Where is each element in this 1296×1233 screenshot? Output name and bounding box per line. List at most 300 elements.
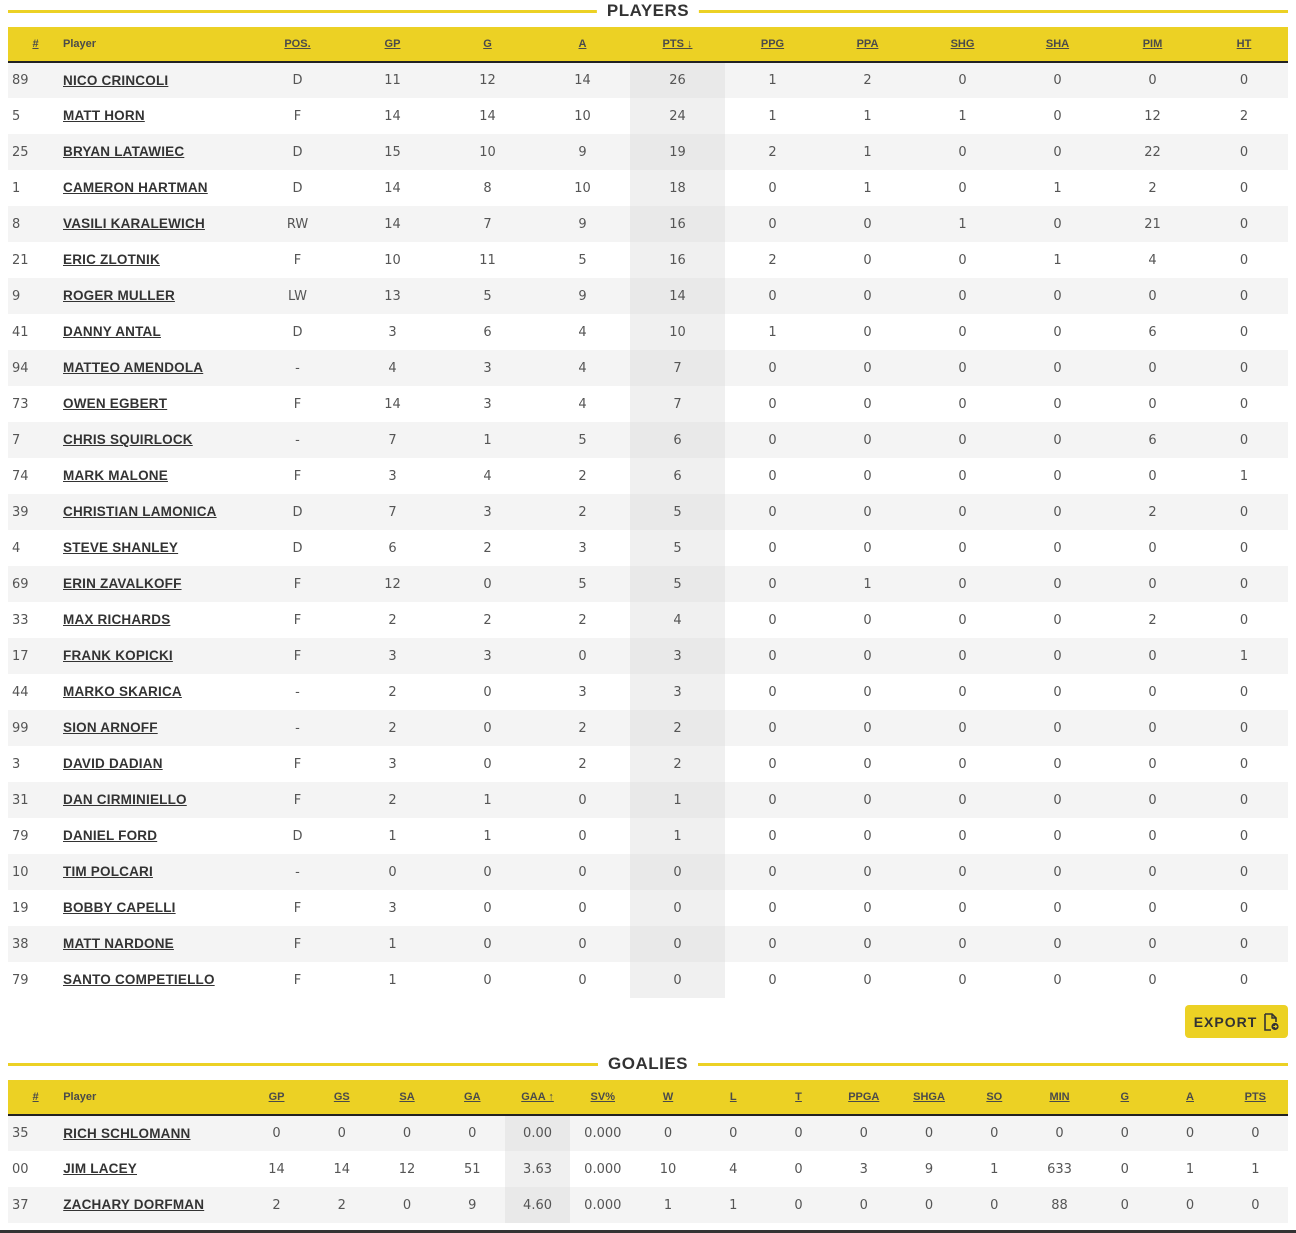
player-stat-cell: 4 [440,458,535,494]
player-stat-cell: 0 [1105,638,1200,674]
player-stat-cell: 0 [1105,530,1200,566]
player-row [8,746,1288,782]
player-stat-cell: 0 [725,278,820,314]
player-name-link[interactable]: MARK MALONE [63,468,168,483]
player-stat-cell: 2 [535,602,630,638]
goalie-name-link[interactable]: ZACHARY DORFMAN [63,1197,205,1212]
player-stat-cell: 2 [725,242,820,278]
goalies-col-w[interactable]: W [635,1080,700,1115]
goalie-stat-cell: 1 [962,1151,1027,1187]
player-stat-cell: 10 [630,314,725,350]
player-stat-cell: 0 [820,422,915,458]
player-stat-cell: 0 [1105,566,1200,602]
player-name-link[interactable]: ERIN ZAVALKOFF [63,576,182,591]
goalie-stat-cell: 9 [896,1151,961,1187]
goalie-stat-cell: 0 [1223,1115,1288,1151]
player-stat-cell: 0 [725,926,820,962]
player-name-link[interactable]: MAX RICHARDS [63,612,171,627]
player-stat-cell: 0 [1010,890,1105,926]
player-stat-cell: 1 [440,422,535,458]
goalie-stat-cell: 0 [962,1187,1027,1223]
player-stat-cell: 3 [440,386,535,422]
player-stat-cell: 6 [440,314,535,350]
goalies-col-ppga[interactable]: PPGA [831,1080,896,1115]
player-name-link[interactable]: DANNY ANTAL [63,324,161,339]
player-stat-cell: 0 [1200,602,1288,638]
goalies-col-ga[interactable]: GA [440,1080,505,1115]
goalie-row [8,1151,1288,1187]
goalie-stat-cell: 0 [374,1115,439,1151]
player-row [8,98,1288,134]
player-stat-cell: 0 [1010,638,1105,674]
player-name-link[interactable]: STEVE SHANLEY [63,540,179,555]
player-number: 33 [8,602,63,638]
player-stat-cell: 0 [820,854,915,890]
player-name-link[interactable]: CHRISTIAN LAMONICA [63,504,217,519]
player-name-link[interactable]: ERIC ZLOTNIK [63,252,160,267]
player-stat-cell: F [250,926,345,962]
player-stat-cell: - [250,710,345,746]
player-stat-cell: 2 [440,602,535,638]
player-name-cell [63,134,250,170]
player-stat-cell: 0 [915,674,1010,710]
player-row [8,350,1288,386]
player-name-cell [63,854,250,890]
player-stat-cell: 0 [1010,746,1105,782]
player-name-cell [63,926,250,962]
player-stat-cell: 2 [345,782,440,818]
player-stat-cell: 0 [915,962,1010,998]
player-stat-cell: 0 [725,818,820,854]
goalie-stat-cell: 0 [1027,1115,1092,1151]
player-stat-cell: 0 [1010,98,1105,134]
goalie-stat-cell: 0 [1157,1187,1222,1223]
player-stat-cell: 0 [1200,314,1288,350]
player-name-link[interactable]: SION ARNOFF [63,720,158,735]
player-stat-cell: 0 [1010,350,1105,386]
player-stat-cell: 10 [535,98,630,134]
player-stat-cell: 0 [725,746,820,782]
player-name-cell [63,818,250,854]
player-name-cell [63,962,250,998]
player-number: 99 [8,710,63,746]
player-stat-cell: 14 [630,278,725,314]
player-name-link[interactable]: DANIEL FORD [63,828,158,843]
player-stat-cell: 0 [820,926,915,962]
player-number: 21 [8,242,63,278]
player-row [8,638,1288,674]
player-stat-cell: 4 [535,386,630,422]
player-stat-cell: 11 [345,62,440,98]
player-stat-cell: 0 [725,350,820,386]
goalie-stat-cell: 0.000 [570,1187,635,1223]
player-stat-cell: 1 [630,818,725,854]
player-stat-cell: 0 [1200,566,1288,602]
player-stat-cell: 0 [440,890,535,926]
player-stat-cell: 2 [820,62,915,98]
goalies-col-min[interactable]: MIN [1027,1080,1092,1115]
player-stat-cell: 6 [1105,422,1200,458]
player-stat-cell: 0 [915,458,1010,494]
player-number: 41 [8,314,63,350]
player-stat-cell: 1 [820,566,915,602]
player-stat-cell: 5 [535,242,630,278]
player-stat-cell: 2 [725,134,820,170]
player-stat-cell: 0 [1105,926,1200,962]
player-stat-cell: 0 [820,458,915,494]
player-name-link[interactable]: VASILI KARALEWICH [63,216,205,231]
player-stat-cell: 0 [820,314,915,350]
player-number: 3 [8,746,63,782]
player-stat-cell: 26 [630,62,725,98]
player-stat-cell: 1 [820,134,915,170]
player-stat-cell: 5 [440,278,535,314]
player-stat-cell: F [250,890,345,926]
player-stat-cell: 0 [1010,602,1105,638]
player-stat-cell: 0 [1200,278,1288,314]
player-stat-cell: 0 [820,350,915,386]
player-stat-cell: 0 [1200,926,1288,962]
export-file-icon [1263,1013,1279,1031]
player-number: 4 [8,530,63,566]
player-stat-cell: 22 [1105,134,1200,170]
goalie-stat-cell: 0 [766,1151,831,1187]
players-col-pts[interactable]: PTS ↓ [630,27,725,62]
goalies-col-g[interactable]: G [1092,1080,1157,1115]
player-stat-cell: 0 [630,890,725,926]
goalie-name-cell [63,1151,244,1187]
player-stat-cell: 0 [725,422,820,458]
player-stat-cell: 0 [820,674,915,710]
player-stat-cell: 9 [535,206,630,242]
player-stat-cell: 0 [440,926,535,962]
goalie-stat-cell: 2 [309,1187,374,1223]
player-name-link[interactable]: BOBBY CAPELLI [63,900,176,915]
player-stat-cell: 0 [915,890,1010,926]
player-stat-cell: 0 [725,494,820,530]
goalies-col-so[interactable]: SO [962,1080,1027,1115]
goalies-col-player[interactable]: Player [63,1080,244,1115]
player-name-link[interactable]: DAVID DADIAN [63,756,163,771]
player-stat-cell: 0 [1010,818,1105,854]
player-stat-cell: D [250,530,345,566]
player-stat-cell: 0 [1010,62,1105,98]
player-number: 7 [8,422,63,458]
player-stat-cell: 0 [1200,962,1288,998]
player-stat-cell: 14 [345,170,440,206]
player-name-link[interactable]: DAN CIRMINIELLO [63,792,187,807]
player-name-link[interactable]: ROGER MULLER [63,288,175,303]
player-stat-cell: D [250,134,345,170]
goalie-stat-cell: 1 [1223,1151,1288,1187]
player-stat-cell: 0 [1200,854,1288,890]
player-stat-cell: 0 [915,854,1010,890]
goalie-stat-cell: 51 [440,1151,505,1187]
player-name-cell [63,206,250,242]
goalie-name-link[interactable]: RICH SCHLOMANN [63,1125,191,1141]
goalie-stat-cell: 633 [1027,1151,1092,1187]
player-name-link[interactable]: BRYAN LATAWIEC [63,144,185,159]
goalies-col-l[interactable]: L [701,1080,766,1115]
player-stat-cell: 0 [915,242,1010,278]
player-stat-cell: 9 [535,134,630,170]
player-name-link[interactable]: MATT HORN [63,108,145,123]
goalies-col-sa[interactable]: SA [374,1080,439,1115]
goalies-col-pts[interactable]: PTS [1223,1080,1288,1115]
player-stat-cell: F [250,602,345,638]
player-stat-cell: 10 [535,170,630,206]
player-stat-cell: 0 [440,962,535,998]
players-header-row [8,27,1288,62]
players-col-sha[interactable]: SHA [1010,27,1105,62]
player-name-link[interactable]: MARKO SKARICA [63,684,182,699]
player-stat-cell: 14 [535,62,630,98]
player-name-cell [63,278,250,314]
player-stat-cell: 10 [345,242,440,278]
player-row [8,602,1288,638]
player-stat-cell: 7 [345,494,440,530]
player-name-link[interactable]: MATT NARDONE [63,936,174,951]
goalie-row [8,1115,1288,1151]
player-name-link[interactable]: SANTO COMPETIELLO [63,972,215,987]
player-stat-cell: 0 [1200,818,1288,854]
goalies-col-gs[interactable]: GS [309,1080,374,1115]
players-col-ppg[interactable]: PPG [725,27,820,62]
goalies-col-number[interactable]: # [8,1080,63,1115]
player-stat-cell: D [250,62,345,98]
player-stat-cell: 2 [1105,170,1200,206]
player-stat-cell: 0 [1105,62,1200,98]
player-stat-cell: 0 [1105,818,1200,854]
player-stat-cell: 14 [345,98,440,134]
player-stat-cell: 15 [345,134,440,170]
players-col-player[interactable]: Player [63,27,250,62]
player-stat-cell: 0 [535,782,630,818]
player-stat-cell: 0 [820,242,915,278]
player-name-link[interactable]: MATTEO AMENDOLA [63,360,204,375]
goalies-col-gaa[interactable]: GAA ↑ [505,1080,570,1115]
player-stat-cell: 0 [915,494,1010,530]
player-stat-cell: 2 [1105,602,1200,638]
goalie-stat-cell: 0 [244,1115,309,1151]
player-row [8,278,1288,314]
goalie-stat-cell: 0 [440,1115,505,1151]
player-row [8,494,1288,530]
player-stat-cell: 2 [345,710,440,746]
player-name-link[interactable]: NICO CRINCOLI [63,72,169,88]
player-stat-cell: 0 [1200,890,1288,926]
players-col-g[interactable]: G [440,27,535,62]
player-stat-cell: 2 [345,602,440,638]
player-row [8,170,1288,206]
goalie-stat-cell: 0 [1092,1187,1157,1223]
player-stat-cell: 0 [1105,458,1200,494]
player-stat-cell: F [250,386,345,422]
player-name-cell [63,350,250,386]
player-stat-cell: 0 [1010,134,1105,170]
goalies-col-gp[interactable]: GP [244,1080,309,1115]
player-number: 25 [8,134,63,170]
player-stat-cell: 0 [915,818,1010,854]
player-stat-cell: 1 [820,170,915,206]
player-stat-cell: 0 [915,62,1010,98]
player-stat-cell: 0 [345,854,440,890]
player-name-link[interactable]: FRANK KOPICKI [63,648,173,663]
player-stat-cell: 0 [725,530,820,566]
player-stat-cell: 1 [820,98,915,134]
player-name-link[interactable]: OWEN EGBERT [63,396,168,411]
goalies-col-shga[interactable]: SHGA [896,1080,961,1115]
player-number: 38 [8,926,63,962]
player-row [8,242,1288,278]
goalies-col-a[interactable]: A [1157,1080,1222,1115]
player-stat-cell: 12 [1105,98,1200,134]
player-stat-cell: 0 [1200,530,1288,566]
goalies-col-t[interactable]: T [766,1080,831,1115]
player-stat-cell: 0 [535,890,630,926]
goalie-name-link[interactable]: JIM LACEY [63,1161,138,1176]
player-stat-cell: 0 [915,170,1010,206]
goalie-stat-cell: 88 [1027,1187,1092,1223]
player-number: 9 [8,278,63,314]
player-stat-cell: 3 [440,494,535,530]
player-stat-cell: 0 [1010,926,1105,962]
player-stat-cell: 4 [630,602,725,638]
player-stat-cell: 1 [1200,638,1288,674]
player-stat-cell: 0 [725,206,820,242]
player-stat-cell: 0 [1200,746,1288,782]
player-stat-cell: 3 [345,746,440,782]
export-button[interactable] [1185,1005,1288,1038]
players-col-ht[interactable]: HT [1200,27,1288,62]
player-name-link[interactable]: CHRIS SQUIRLOCK [63,432,193,447]
goalie-stat-cell: 0 [766,1115,831,1151]
player-stat-cell: 0 [820,782,915,818]
player-stat-cell: 7 [630,350,725,386]
player-row [8,134,1288,170]
player-row [8,890,1288,926]
player-stat-cell: 11 [440,242,535,278]
goalies-section-title [8,1053,1288,1075]
player-number: 89 [8,62,63,98]
player-stat-cell: 6 [630,422,725,458]
player-stat-cell: 0 [1105,854,1200,890]
player-stat-cell: 0 [1105,278,1200,314]
goalie-stat-cell: 14 [309,1151,374,1187]
player-number: 31 [8,782,63,818]
goalie-stat-cell: 0 [831,1115,896,1151]
goalies-table [8,1080,1288,1223]
goalie-stat-cell: 14 [244,1151,309,1187]
player-stat-cell: 0 [1200,350,1288,386]
player-stat-cell: 13 [345,278,440,314]
player-name-cell [63,566,250,602]
goalie-stat-cell: 0.000 [570,1151,635,1187]
players-col-gp[interactable]: GP [345,27,440,62]
player-stat-cell: F [250,98,345,134]
player-row [8,458,1288,494]
goalie-stat-cell: 9 [440,1187,505,1223]
players-col-shg[interactable]: SHG [915,27,1010,62]
export-label: EXPORT [1193,1013,1258,1030]
player-stat-cell: 1 [345,962,440,998]
player-stat-cell: 1 [1010,242,1105,278]
player-stat-cell: 0 [1010,530,1105,566]
player-name-cell [63,638,250,674]
goalie-stat-cell: 0.000 [570,1115,635,1151]
player-stat-cell: 2 [535,710,630,746]
player-row [8,314,1288,350]
goalie-stat-cell: 0 [1092,1115,1157,1151]
players-col-number[interactable]: # [8,27,63,62]
player-stat-cell: 0 [915,530,1010,566]
player-name-cell [63,602,250,638]
player-number: 94 [8,350,63,386]
player-stat-cell: 2 [630,710,725,746]
players-title: PLAYERS [597,0,699,22]
player-stat-cell: F [250,242,345,278]
player-stat-cell: 0 [915,638,1010,674]
goalies-col-svpct[interactable]: SV% [570,1080,635,1115]
player-stat-cell: 0 [1200,242,1288,278]
player-stat-cell: 0 [820,962,915,998]
players-col-pim[interactable]: PIM [1105,27,1200,62]
player-stat-cell: 1 [440,818,535,854]
player-stat-cell: 1 [1010,170,1105,206]
player-stat-cell: 0 [725,890,820,926]
player-stat-cell: D [250,314,345,350]
player-name-link[interactable]: CAMERON HARTMAN [63,180,208,195]
goalie-number: 37 [8,1187,63,1223]
player-name-link[interactable]: TIM POLCARI [63,864,153,879]
player-number: 73 [8,386,63,422]
players-col-pos[interactable]: POS. [250,27,345,62]
goalie-stat-cell: 3.63 [505,1151,570,1187]
goalie-stat-cell: 0 [701,1115,766,1151]
player-stat-cell: 0 [1105,746,1200,782]
player-stat-cell: - [250,854,345,890]
goalie-row [8,1187,1288,1223]
player-stat-cell: 0 [630,926,725,962]
goalie-number: 00 [8,1151,63,1187]
player-stat-cell: F [250,638,345,674]
player-stat-cell: 1 [345,926,440,962]
player-stat-cell: 0 [915,566,1010,602]
player-stat-cell: 0 [820,638,915,674]
player-stat-cell: 1 [440,782,535,818]
player-stat-cell: 3 [345,314,440,350]
player-stat-cell: 10 [440,134,535,170]
goalie-stat-cell: 0 [962,1115,1027,1151]
players-col-a[interactable]: A [535,27,630,62]
player-stat-cell: 3 [345,458,440,494]
player-stat-cell: 0 [535,854,630,890]
player-stat-cell: 0 [820,278,915,314]
player-number: 79 [8,818,63,854]
player-stat-cell: 0 [1010,494,1105,530]
player-stat-cell: 0 [915,134,1010,170]
players-col-ppa[interactable]: PPA [820,27,915,62]
player-stat-cell: 0 [915,602,1010,638]
player-number: 44 [8,674,63,710]
player-stat-cell: 1 [345,818,440,854]
player-stat-cell: 4 [535,350,630,386]
player-stat-cell: 16 [630,242,725,278]
player-stat-cell: 0 [725,386,820,422]
player-stat-cell: 3 [440,638,535,674]
player-stat-cell: - [250,350,345,386]
player-stat-cell: 0 [1200,134,1288,170]
